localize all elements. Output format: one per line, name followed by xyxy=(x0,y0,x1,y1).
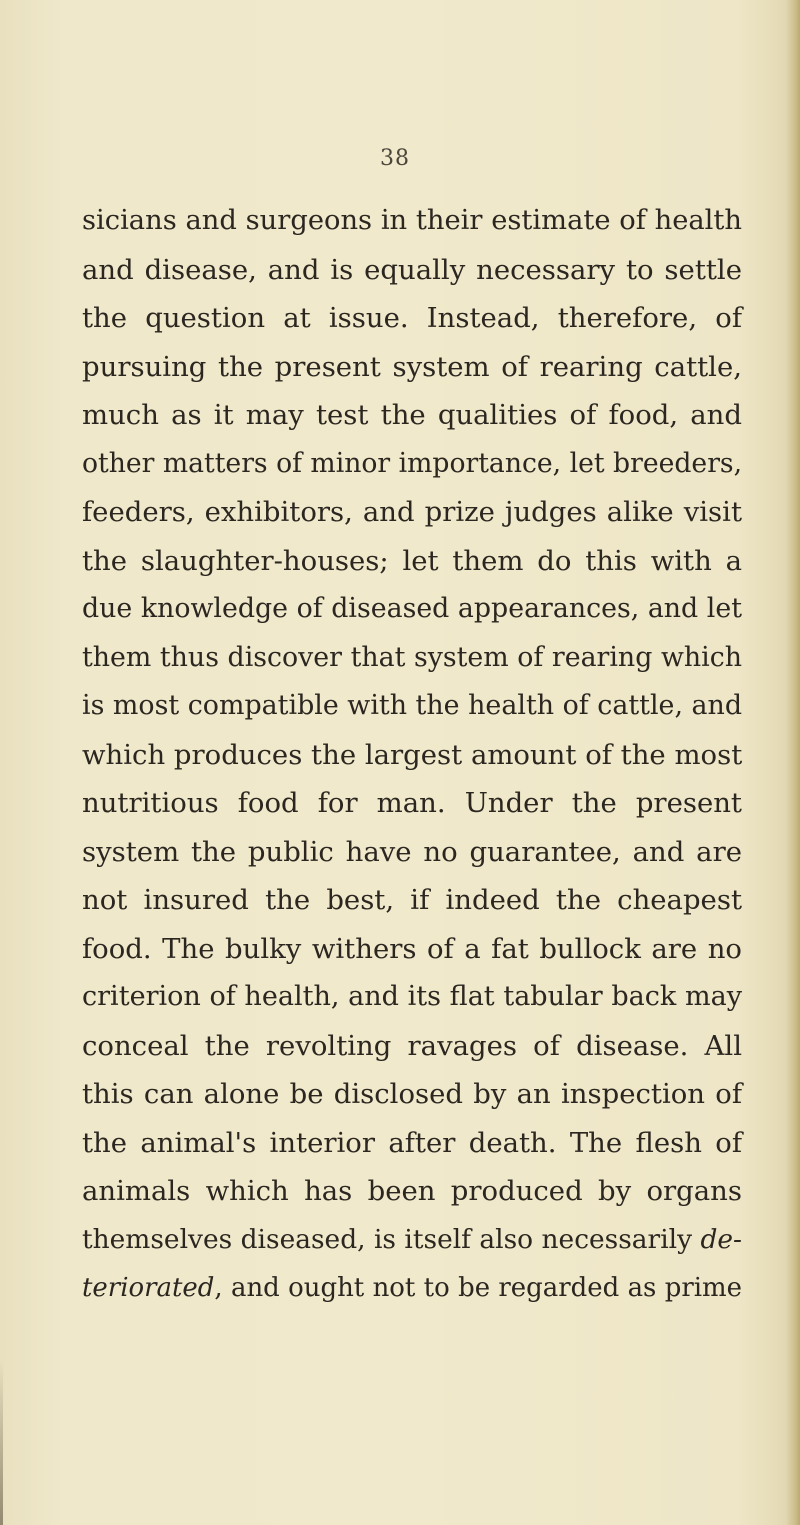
text-line xyxy=(82,1264,742,1313)
binding-edge xyxy=(0,1360,3,1525)
text-line: due knowledge of diseased appearances, and let xyxy=(82,593,742,624)
text-line: animals which has been produced by organs xyxy=(82,1175,742,1207)
text-line: criterion of health, and its flat tabular back may xyxy=(82,981,742,1012)
text-line: the slaughter-houses; let them do this with a xyxy=(82,544,742,577)
page-edge-shadow xyxy=(786,0,800,1525)
text-line: the animal's interior after death. The flesh of xyxy=(82,1126,742,1159)
body-text xyxy=(82,197,742,1313)
text-line: them thus discover that system of rearing which xyxy=(82,641,742,673)
text-line: which produces the largest amount of the most xyxy=(82,738,743,771)
text-line: other matters of minor importance, let breeders, xyxy=(82,447,743,479)
text-run: themselves diseased, is itself also necessarily xyxy=(82,1223,701,1255)
text-line: not insured the best, if indeed the cheapest xyxy=(82,884,742,916)
text-run: , and ought not to be regarded as prime xyxy=(214,1273,742,1303)
text-line: system the public have no guarantee, and are xyxy=(82,835,742,868)
text-line: this can alone be disclosed by an inspection of xyxy=(82,1078,742,1110)
text-line: is most compatible with the health of cattle, and xyxy=(82,690,743,721)
text-line: sicians and surgeons in their estimate of health xyxy=(82,205,742,236)
italic-text: teriorated xyxy=(82,1273,215,1303)
text-line xyxy=(82,1216,742,1265)
italic-text: de- xyxy=(700,1223,742,1255)
text-line: the question at issue. Instead, therefore, of xyxy=(82,302,742,334)
text-line: pursuing the present system of rearing cattle, xyxy=(82,350,742,383)
text-line: much as it may test the qualities of food, and xyxy=(82,399,742,431)
page-number: 38 xyxy=(380,146,410,171)
text-line: feeders, exhibitors, and prize judges alike visit xyxy=(82,496,742,528)
text-line: conceal the revolting ravages of disease. All xyxy=(82,1029,742,1062)
text-line: food. The bulky withers of a fat bullock are no xyxy=(82,932,742,965)
text-line: and disease, and is equally necessary to settle xyxy=(82,253,742,286)
text-line: nutritious food for man. Under the present xyxy=(82,787,742,819)
